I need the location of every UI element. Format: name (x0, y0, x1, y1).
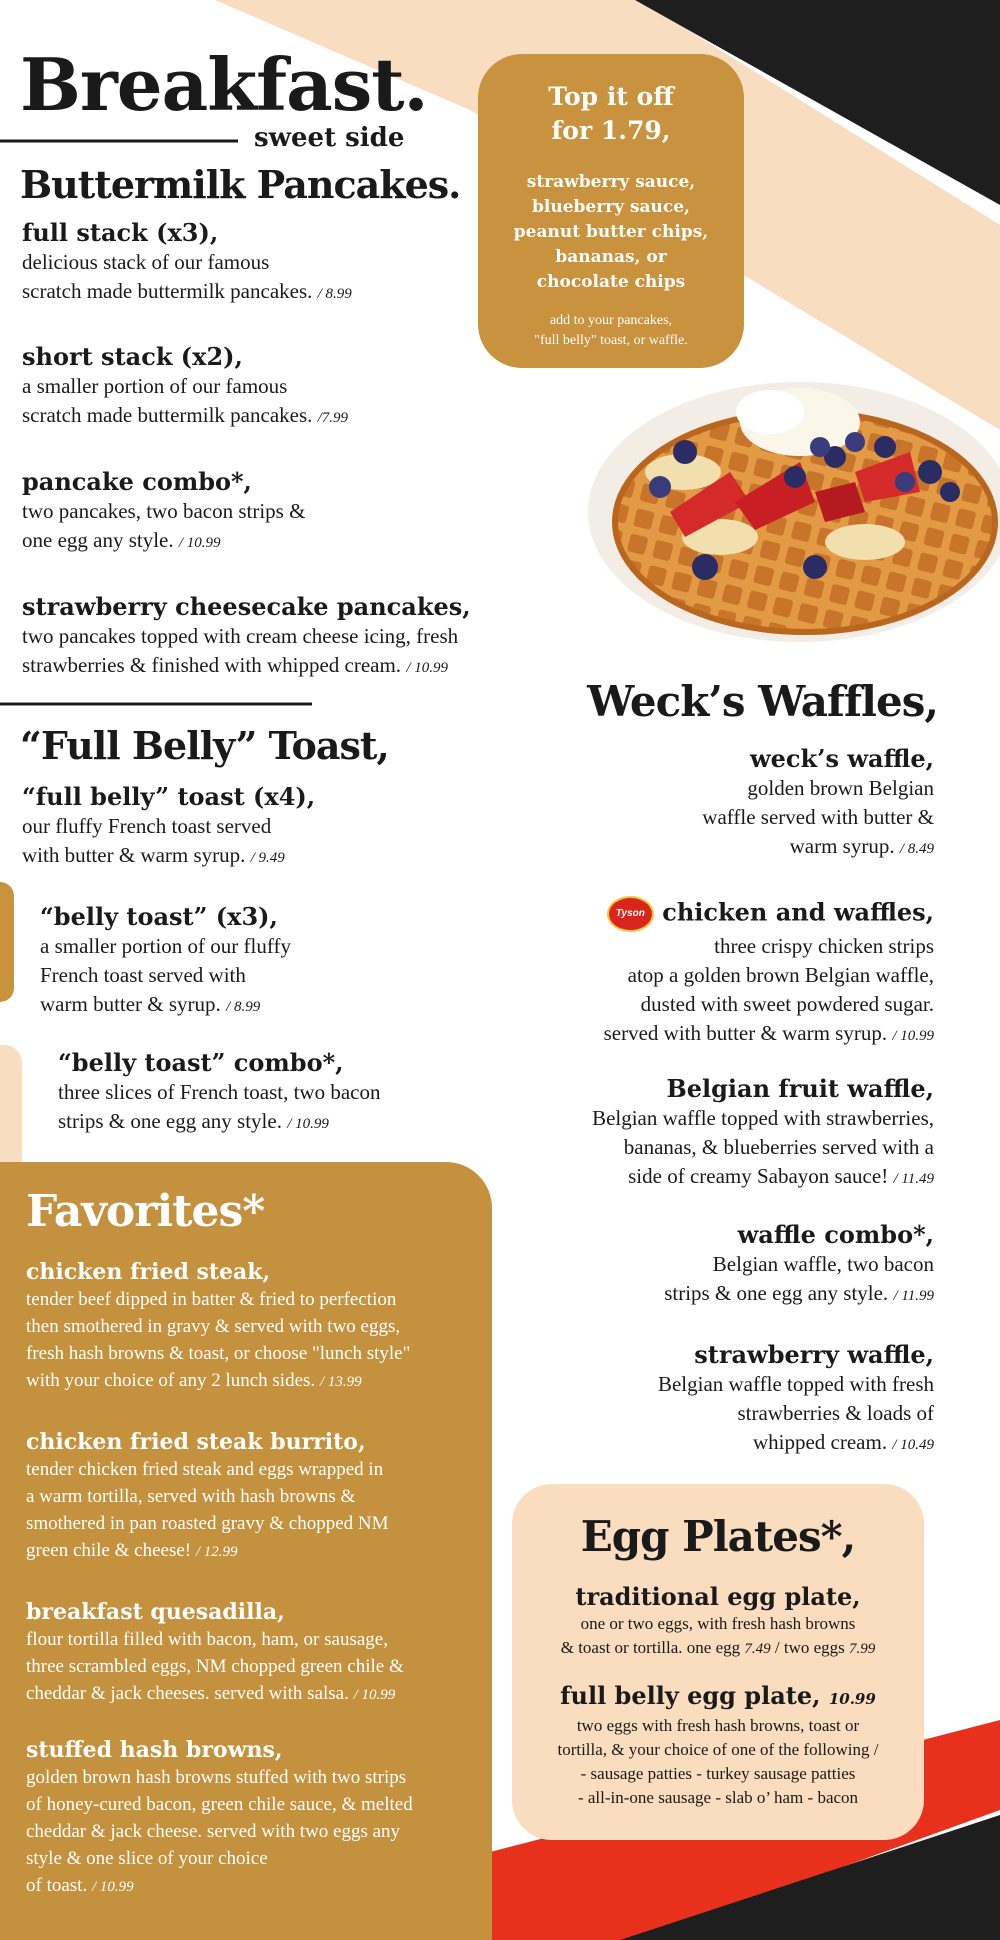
item-name: stuffed hash browns, (26, 1737, 283, 1763)
tyson-logo: Tyson (607, 896, 654, 932)
item-desc: three slices of French toast, two bacon (58, 1080, 381, 1104)
sweet-side-label: sweet side (254, 123, 405, 153)
item-desc: strawberries & loads of (737, 1401, 934, 1425)
item-name: “belly toast” combo*, (58, 1048, 344, 1077)
item-desc: - sausage patties - turkey sausage patties (580, 1764, 856, 1783)
item-price: / 11.49 (893, 1171, 934, 1187)
item-desc: side of creamy Sabayon sauce! (628, 1164, 889, 1188)
item-desc: scratch made buttermilk pancakes. (22, 403, 313, 427)
item-name: chicken fried steak burrito, (26, 1429, 366, 1455)
item-desc: tender chicken fried steak and eggs wrapped in (26, 1459, 384, 1480)
item-desc: three crispy chicken strips (714, 934, 934, 958)
item-desc: delicious stack of our famous (22, 250, 270, 274)
item-name: chicken fried steak, (26, 1259, 271, 1285)
item-desc: tender beef dipped in batter & fried to perfection (26, 1289, 397, 1310)
waffle-item-strawberry (514, 1340, 934, 1460)
favorites-item-stuffed-hash (26, 1736, 496, 1901)
item-desc: of honey-cured bacon, green chile sauce, & melted (26, 1794, 413, 1815)
item-desc: two eggs with fresh hash browns, toast or (576, 1716, 860, 1735)
item-price: / 13.99 (319, 1374, 362, 1390)
item-desc: of toast. (26, 1875, 88, 1896)
item-name: full stack (x3), (22, 218, 219, 247)
item-desc: strips & one egg any style. (58, 1109, 282, 1133)
item-name: short stack (x2), (22, 342, 243, 371)
topoff-option: bananas, or (555, 247, 667, 267)
item-desc: French toast served with (40, 963, 246, 987)
item-price: / 10.99 (406, 660, 448, 676)
item-name: strawberry waffle, (694, 1340, 934, 1369)
item-name: weck’s waffle, (749, 744, 934, 773)
waffle-item-chicken (474, 896, 934, 1051)
item-desc: a warm tortilla, served with hash browns & (26, 1486, 356, 1507)
item-desc: two pancakes, two bacon strips & (22, 499, 306, 523)
item-price: / 11.99 (893, 1288, 934, 1304)
item-desc: scratch made buttermilk pancakes. (22, 279, 313, 303)
item-desc: fresh hash browns & toast, or choose "lunch style" (26, 1343, 411, 1364)
topoff-title-line1: Top it off (548, 82, 674, 111)
waffle-item-wecks (514, 744, 934, 864)
egg-plates-box (512, 1484, 924, 1840)
item-desc: served with butter & warm syrup. (603, 1021, 888, 1045)
item-price: /7.99 (317, 410, 349, 426)
item-name: pancake combo*, (22, 467, 252, 496)
item-name: breakfast quesadilla, (26, 1599, 285, 1625)
item-price: / 9.49 (250, 850, 285, 866)
item-name: traditional egg plate, (575, 1582, 861, 1611)
item-desc: two pancakes topped with cream cheese icing, fresh (22, 624, 459, 648)
item-price: 10.99 (828, 1690, 876, 1708)
pancakes-heading: Buttermilk Pancakes. (20, 162, 461, 207)
favorites-box (0, 1162, 492, 1940)
topoff-option: peanut butter chips, (513, 222, 709, 242)
item-desc: cheddar & jack cheeses. served with salsa. (26, 1683, 349, 1704)
item-desc: smothered in pan roasted gravy & chopped NM (26, 1513, 389, 1534)
item-price-one-egg: 7.49 (744, 1641, 771, 1657)
toast-item-belly-toast (40, 902, 540, 1022)
item-desc: Belgian waffle, two bacon (712, 1252, 934, 1276)
item-desc: then smothered in gravy & served with two eggs, (26, 1316, 401, 1337)
egg-item-traditional (512, 1582, 924, 1661)
waffles-heading: Weck’s Waffles, (587, 677, 938, 726)
item-desc: atop a golden brown Belgian waffle, (627, 963, 934, 987)
item-desc: warm butter & syrup. (40, 992, 221, 1016)
item-desc: bananas, & blueberries served with a (623, 1135, 934, 1159)
item-desc: flour tortilla filled with bacon, ham, or sausage, (26, 1629, 388, 1650)
item-price: / 8.99 (226, 999, 261, 1015)
item-desc: / two eggs (774, 1638, 845, 1657)
favorites-heading: Favorites* (26, 1186, 265, 1237)
item-price: / 10.99 (91, 1879, 134, 1895)
item-name: Belgian fruit waffle, (666, 1074, 934, 1103)
item-desc: strips & one egg any style. (664, 1281, 889, 1305)
item-desc: tortilla, & your choice of one of the following / (557, 1740, 879, 1759)
menu-title: Breakfast. (20, 42, 428, 127)
item-desc: Belgian waffle topped with strawberries, (592, 1106, 934, 1130)
topoff-option: blueberry sauce, (532, 197, 690, 217)
item-desc: our fluffy French toast served (22, 814, 272, 838)
favorites-item-cfs (26, 1258, 496, 1396)
item-desc: & toast or tortilla. one egg (560, 1638, 741, 1657)
item-desc: Belgian waffle topped with fresh (657, 1372, 934, 1396)
item-desc: with your choice of any 2 lunch sides. (26, 1370, 316, 1391)
item-desc: dusted with sweet powdered sugar. (640, 992, 934, 1016)
item-desc: with butter & warm syrup. (22, 843, 246, 867)
toast-item-full-belly (22, 782, 542, 873)
item-name: chicken and waffles, (662, 897, 934, 927)
item-desc: strawberries & finished with whipped cream. (22, 653, 402, 677)
topoff-box (478, 54, 744, 368)
item-name: full belly egg plate, (560, 1681, 821, 1710)
item-price: / 10.99 (287, 1116, 329, 1132)
item-desc: warm syrup. (789, 834, 895, 858)
item-price: / 10.99 (353, 1687, 396, 1703)
topoff-option: chocolate chips (536, 272, 686, 292)
topoff-list (478, 170, 744, 295)
item-desc: green chile & cheese! (26, 1540, 192, 1561)
item-price-two-eggs: 7.99 (849, 1641, 876, 1657)
favorites-item-burrito (26, 1428, 496, 1566)
toast-heading: “Full Belly” Toast, (20, 723, 389, 768)
item-desc: golden brown Belgian (747, 776, 934, 800)
egg-item-full-belly (512, 1681, 924, 1810)
topoff-option: strawberry sauce, (526, 172, 696, 192)
item-price: / 8.99 (317, 286, 352, 302)
item-name: “full belly” toast (x4), (22, 782, 316, 811)
item-desc: one egg any style. (22, 528, 174, 552)
item-price: / 12.99 (195, 1544, 238, 1560)
waffle-item-combo (514, 1220, 934, 1311)
item-desc: a smaller portion of our fluffy (40, 934, 291, 958)
item-desc: style & one slice of your choice (26, 1848, 268, 1869)
topoff-title-line2: for 1.79, (551, 116, 671, 145)
left-gold-tab (0, 882, 14, 1002)
item-price: / 10.99 (178, 535, 221, 551)
waffle-item-fruit (464, 1074, 934, 1194)
item-desc: cheddar & jack cheese. served with two eggs any (26, 1821, 401, 1842)
item-name: “belly toast” (x3), (40, 902, 278, 931)
topoff-note-line2: "full belly" toast, or waffle. (534, 333, 688, 348)
item-price: / 8.49 (899, 841, 934, 857)
item-price: / 10.49 (892, 1437, 934, 1453)
item-price: / 10.99 (892, 1028, 934, 1044)
waffle-photo (565, 352, 1000, 662)
item-desc: three scrambled eggs, NM chopped green chile & (26, 1656, 404, 1677)
egg-plates-heading: Egg Plates*, (580, 1512, 856, 1561)
item-desc: a smaller portion of our famous (22, 374, 288, 398)
item-desc: whipped cream. (752, 1430, 888, 1454)
item-name: waffle combo*, (737, 1220, 934, 1249)
pancake-item-cheesecake (22, 592, 582, 683)
item-desc: - all-in-one sausage - slab o’ ham - bacon (577, 1788, 859, 1807)
pancake-item-combo (22, 467, 582, 558)
favorites-item-quesadilla (26, 1598, 496, 1709)
item-name: strawberry cheesecake pancakes, (22, 592, 471, 621)
item-desc: one or two eggs, with fresh hash browns (580, 1614, 856, 1633)
item-desc: waffle served with butter & (702, 805, 934, 829)
topoff-note-line1: add to your pancakes, (549, 313, 673, 328)
item-desc: golden brown hash browns stuffed with two strips (26, 1767, 407, 1788)
